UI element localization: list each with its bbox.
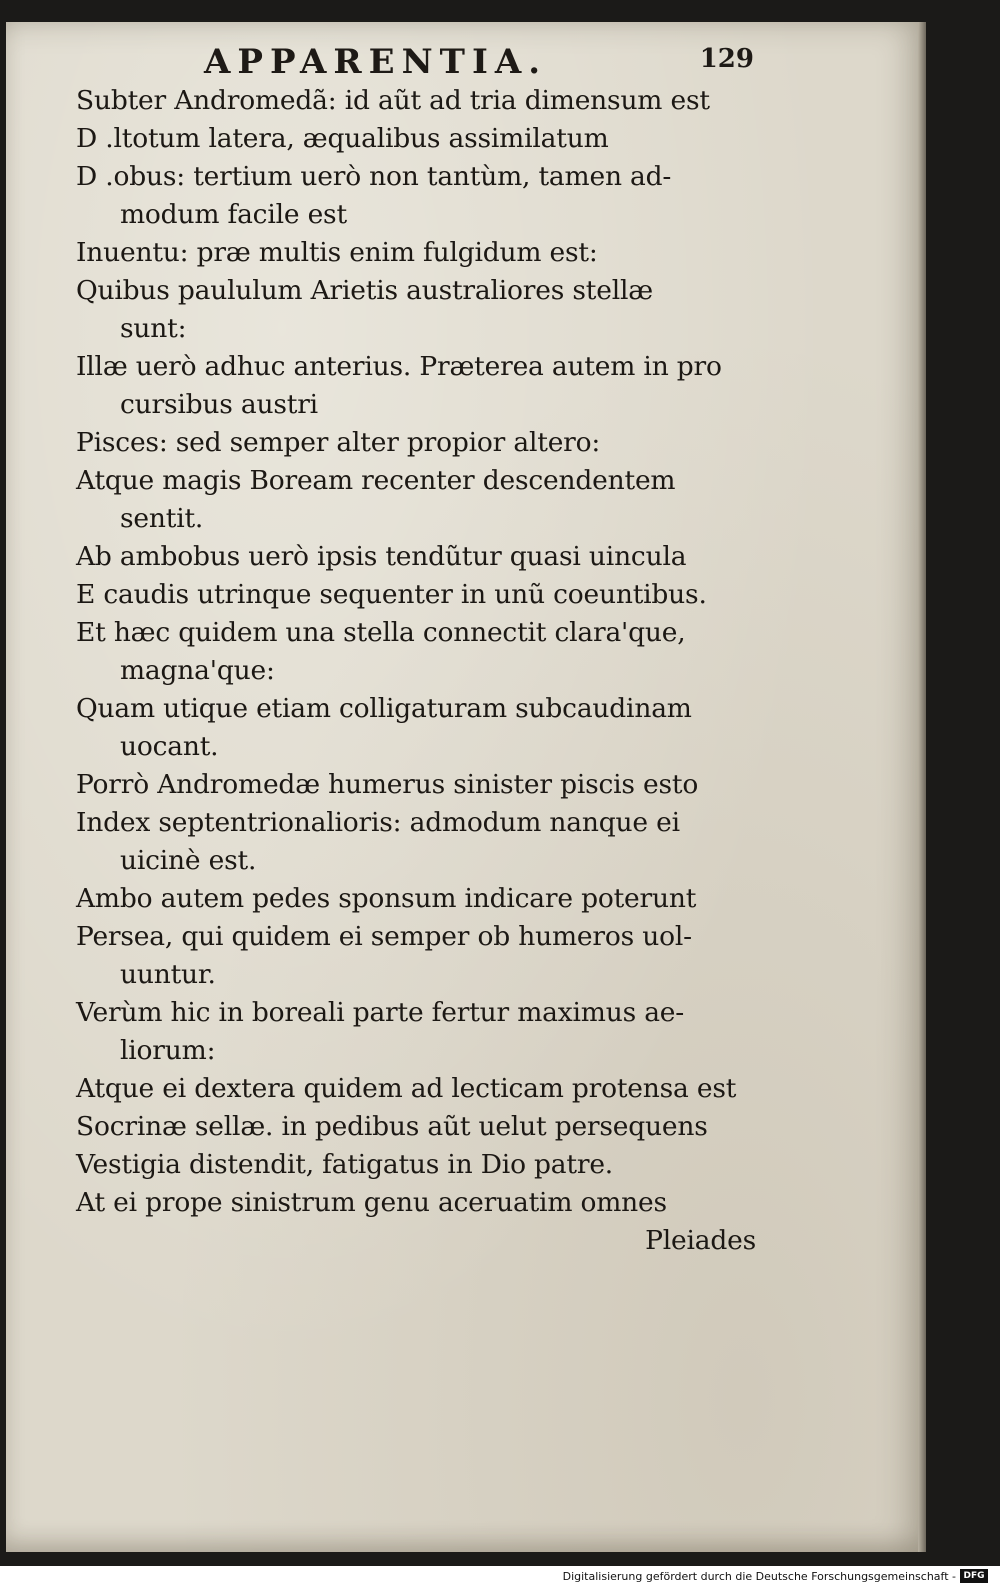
verse-line	[76, 766, 776, 804]
verse-line	[76, 424, 776, 462]
verse-line-continuation: modum facile est	[120, 199, 347, 230]
verse-line-text: Quam utique etiam colligaturam subcaudinam	[76, 693, 692, 724]
verse-line	[76, 880, 776, 918]
verse-line	[76, 538, 776, 576]
verse-line-text: Persea, qui quidem ei semper ob humeros uol-	[76, 921, 692, 952]
verse-line	[76, 234, 776, 272]
verse-line	[76, 158, 776, 234]
verse-line	[76, 690, 776, 766]
verse-line-text: Et hæc quidem una stella connectit clara'que,	[76, 617, 686, 648]
verse-line	[76, 994, 776, 1070]
verse-line-continuation: uuntur.	[120, 959, 216, 990]
page-number: 129	[699, 44, 754, 74]
verse-line	[76, 82, 776, 120]
verse-line-text: Subter Andromedã: id aũt ad tria dimensum est	[76, 85, 710, 116]
running-title: APPARENTIA.	[204, 42, 548, 82]
verse-line-text: Inuentu: præ multis enim fulgidum est:	[76, 237, 598, 268]
verse-line-continuation: uicinè est.	[120, 845, 257, 876]
page-edge	[918, 22, 926, 1552]
verse-line-continuation: uocant.	[120, 731, 219, 762]
verse-line-text: Quibus paululum Arietis australiores stellæ	[76, 275, 653, 306]
verse-line	[76, 804, 776, 880]
verse-line-text: Illæ uerò adhuc anterius. Præterea autem in pro	[76, 351, 722, 382]
verse-line	[76, 1108, 776, 1146]
verse-line	[76, 614, 776, 690]
verse-line	[76, 918, 776, 994]
verse-line	[76, 120, 776, 158]
verse-line-text: Ab ambobus uerò ipsis tendũtur quasi uincula	[76, 541, 687, 572]
verse-line	[76, 348, 776, 424]
verse-line	[76, 1070, 776, 1108]
verse-line-text: Porrò Andromedæ humerus sinister piscis esto	[76, 769, 699, 800]
verse-line-text: D .ltotum latera, æqualibus assimilatum	[76, 123, 609, 154]
verse-line-text: Atque ei dextera quidem ad lecticam protensa est	[76, 1073, 737, 1104]
verse-line-text: D .obus: tertium uerò non tantùm, tamen ad-	[76, 161, 672, 192]
verse-line-continuation: sunt:	[120, 313, 187, 344]
verse-line-continuation: magna'que:	[120, 655, 275, 686]
verse-line-continuation: liorum:	[120, 1035, 216, 1066]
verse-line	[76, 1184, 776, 1222]
verse-line-text: Verùm hic in boreali parte fertur maximus ae-	[76, 997, 685, 1028]
verse-line-text: Index septentrionalioris: admodum nanque ei	[76, 807, 680, 838]
verse-line-text: At ei prope sinistrum genu aceruatim omnes	[76, 1187, 667, 1218]
verse-line	[76, 576, 776, 614]
verse-line-text: Atque magis Boream recenter descendentem	[76, 465, 676, 496]
verse-line	[76, 1146, 776, 1184]
verse-text	[76, 82, 776, 1260]
footer-bar	[0, 1566, 1000, 1588]
verse-line	[76, 272, 776, 348]
catchword: Pleiades	[645, 1225, 756, 1256]
dfg-logo-icon: DFG	[960, 1569, 988, 1583]
verse-line-text: Ambo autem pedes sponsum indicare poterunt	[76, 883, 697, 914]
verse-line-text: Pisces: sed semper alter propior altero:	[76, 427, 601, 458]
catchword-line	[76, 1222, 776, 1260]
verse-line	[76, 462, 776, 538]
verse-line-text: E caudis utrinque sequenter in unũ coeuntibus.	[76, 579, 707, 610]
verse-line-continuation: cursibus austri	[120, 389, 318, 420]
verse-line-text: Socrinæ sellæ. in pedibus aũt uelut persequens	[76, 1111, 708, 1142]
verse-line-continuation: sentit.	[120, 503, 204, 534]
digitization-credit: Digitalisierung gefördert durch die Deutsche Forschungsgemeinschaft -	[562, 1570, 956, 1583]
verse-line-text: Vestigia distendit, fatigatus in Dio patre.	[76, 1149, 614, 1180]
